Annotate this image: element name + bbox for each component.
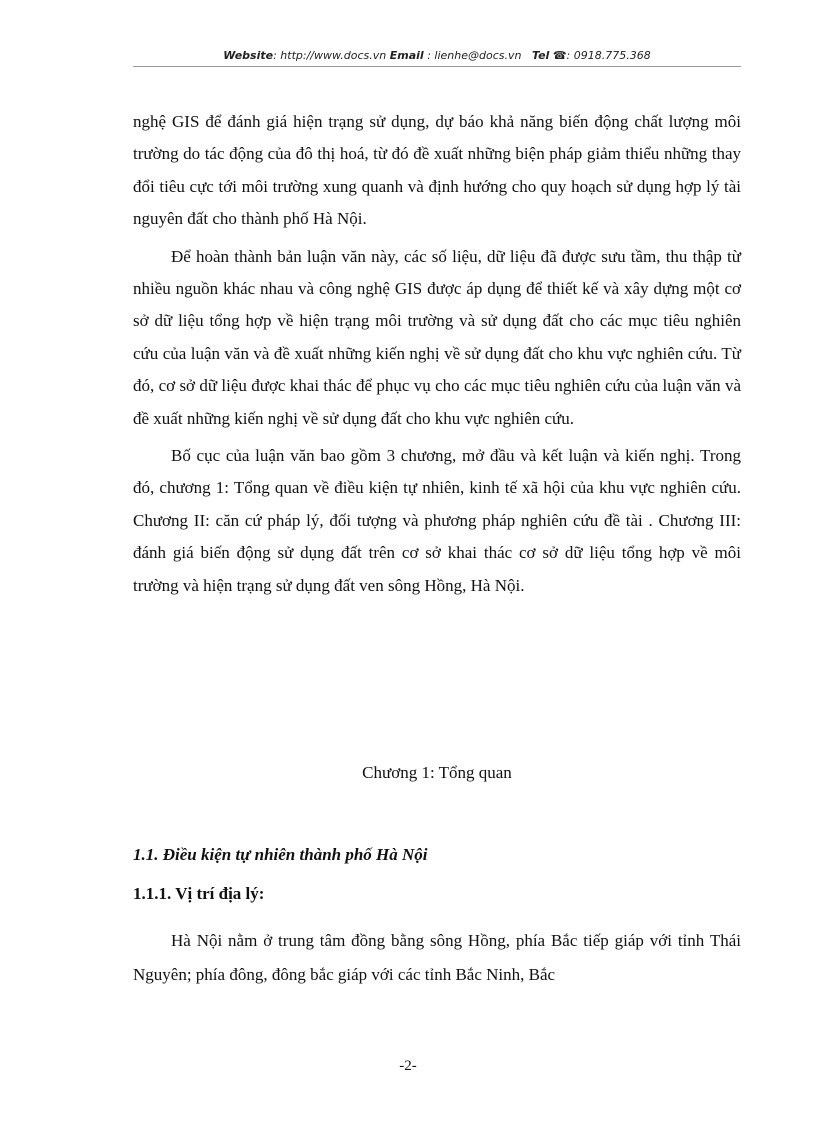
paragraph: Hà Nội nằm ở trung tâm đồng bằng sông Hồng, phía Bắc tiếp giáp với tỉnh Thái Nguyên; phía đông, đông bắc giáp với các tỉnh Bắc Ninh, Bắc bbox=[133, 931, 741, 984]
paragraph: Để hoàn thành bản luận văn này, các số liệu, dữ liệu đã được sưu tầm, thu thập từ nhiều nguồn khác nhau và công nghệ GIS được áp dụng để thiết kế và xây dựng một cơ sở dữ liệu tổng hợp về hiện trạng môi trường và sử dụng đất cho các mục tiêu nghiên cứu của luận văn và đề xuất những kiến nghị về sử dụng đất cho khu vực nghiên cứu. Từ đó, cơ sở dữ liệu được khai thác để phục vụ cho các mục tiêu nghiên cứu của luận văn và đề xuất những kiến nghị về sử dụng đất cho khu vực nghiên cứu. bbox=[133, 246, 741, 428]
body-text bbox=[133, 106, 741, 607]
website-label: Website bbox=[223, 49, 274, 62]
header-divider bbox=[133, 66, 741, 67]
website-value: : http://www.docs.vn bbox=[273, 49, 387, 62]
phone-icon: ☎ bbox=[552, 49, 567, 62]
subsection-heading: 1.1.1. Vị trí địa lý: bbox=[133, 884, 265, 903]
tel-value: : 0918.775.368 bbox=[566, 49, 651, 62]
email-value: : lienhe@docs.vn bbox=[423, 49, 522, 62]
email-label: Email bbox=[389, 49, 424, 62]
paragraph: nghệ GIS để đánh giá hiện trạng sử dụng, dự báo khả năng biến động chất lượng môi trường do tác động của đô thị hoá, từ đó đề xuất những biện pháp giảm thiểu những thay đổi tiêu cực tới môi trường xung quanh và định hướng cho quy hoạch sử dụng hợp lý tài nguyên đất cho thành phố Hà Nội. bbox=[133, 112, 741, 229]
page-number: -2- bbox=[399, 1058, 417, 1074]
paragraph: Bố cục của luận văn bao gồm 3 chương, mở đầu và kết luận và kiến nghị. Trong đó, chương 1: Tổng quan về điều kiện tự nhiên, kinh tế xã hội của khu vực nghiên cứu. Chương II: căn cứ pháp lý, đối tượng và phương pháp nghiên cứu đề tài . Chương III: đánh giá biến động sử dụng đất trên cơ sở khai thác cơ sở dữ liệu tổng hợp về môi trường và hiện trạng sử dụng đất ven sông Hồng, Hà Nội. bbox=[133, 446, 741, 595]
section-heading: 1.1. Điều kiện tự nhiên thành phố Hà Nội bbox=[133, 845, 428, 864]
page-header bbox=[133, 49, 741, 62]
tel-label: Tel bbox=[531, 49, 550, 62]
chapter-title: Chương 1: Tổng quan bbox=[362, 763, 512, 782]
